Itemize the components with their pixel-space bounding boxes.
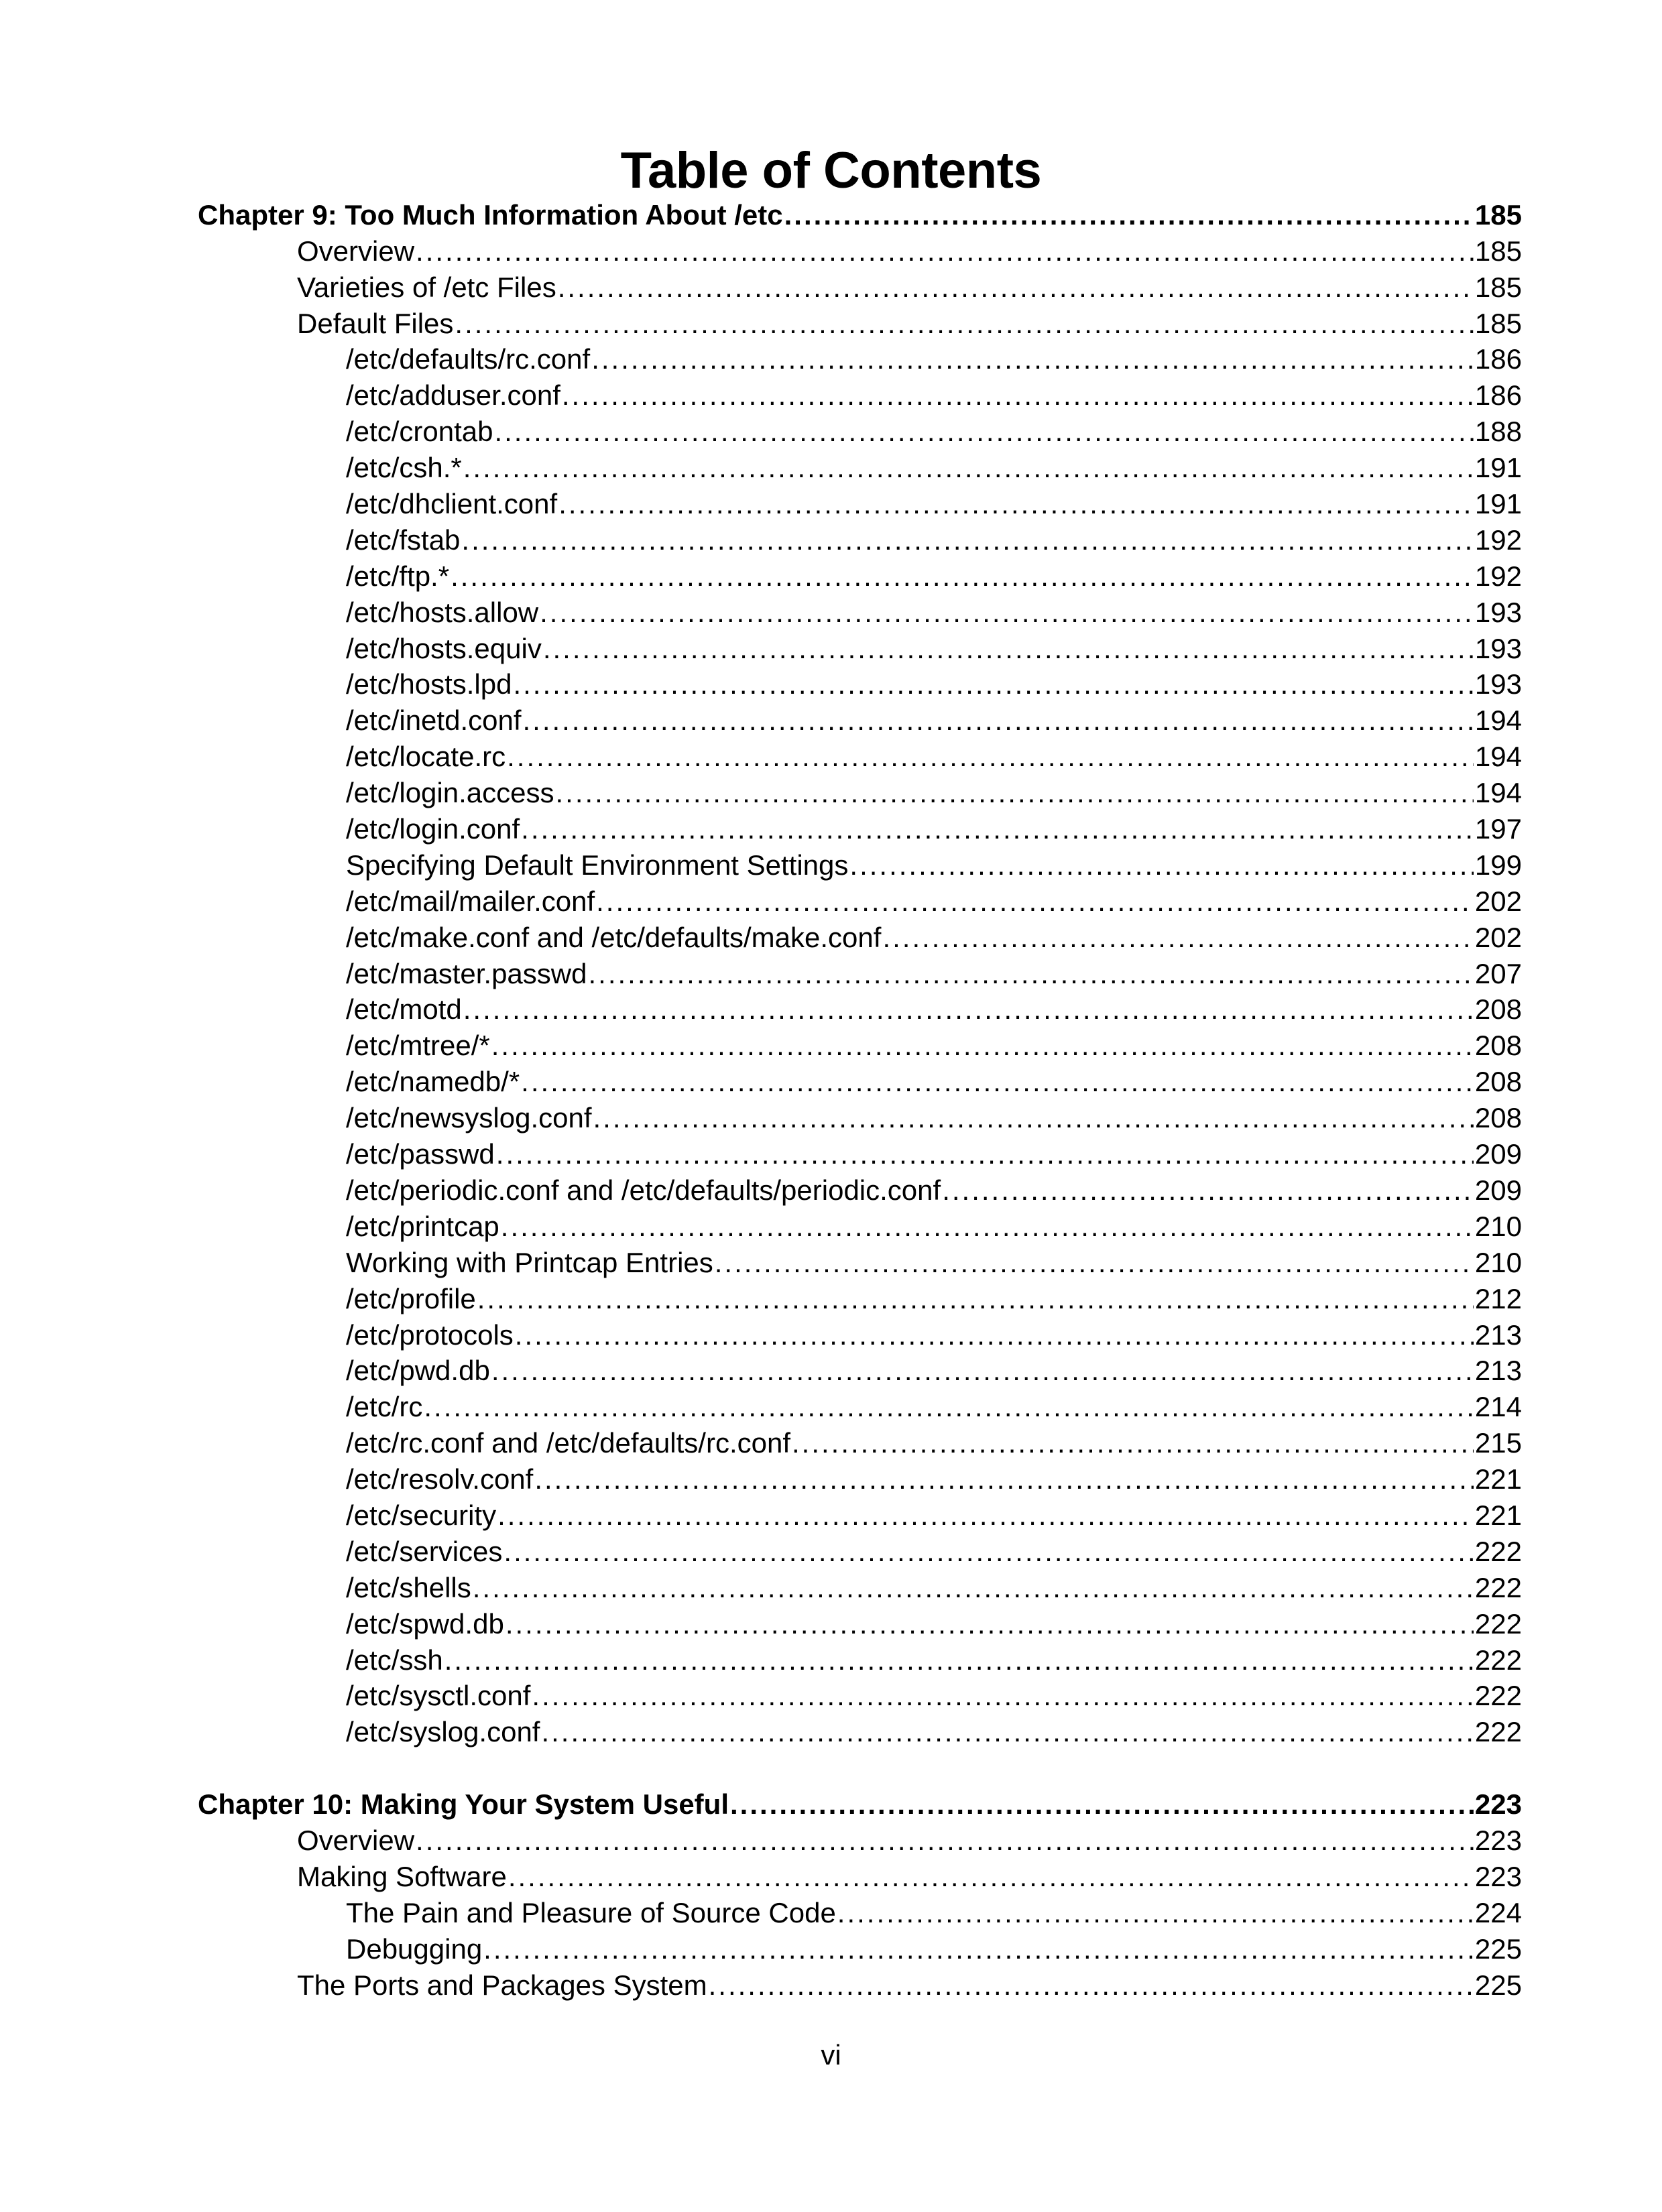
toc-entry-label: The Pain and Pleasure of Source Code [346,1896,836,1928]
toc-entry[interactable] [198,881,1522,917]
toc-entry-label: /etc/protocols [346,1318,514,1351]
toc-entry[interactable] [198,483,1522,519]
toc-entry-page: 222 [1474,1716,1522,1748]
toc-entry[interactable] [198,1422,1522,1459]
dot-leader [508,1861,1474,1892]
toc-entry[interactable] [198,736,1522,772]
dot-leader [424,1392,1474,1422]
toc-entry[interactable] [198,1495,1522,1531]
toc-entry-page: 194 [1474,741,1522,773]
dot-leader [473,1573,1474,1603]
toc-entry-page: 221 [1474,1499,1522,1531]
toc-entry[interactable] [198,1133,1522,1170]
dot-leader [558,489,1474,519]
toc-entry-page: 213 [1474,1318,1522,1351]
toc-entry-page: 224 [1474,1896,1522,1928]
dot-leader [451,561,1474,592]
dot-leader [416,236,1474,267]
toc-entry-label: Specifying Default Environment Settings [346,849,849,881]
toc-entry-label: /etc/motd [346,993,462,1026]
toc-entry-page: 209 [1474,1174,1522,1206]
toc-entry-page: 197 [1474,813,1522,845]
toc-entry[interactable] [198,772,1522,808]
dot-leader [521,814,1474,845]
dot-leader [523,705,1474,736]
page-number: vi [821,2039,841,2071]
toc-entry[interactable] [198,556,1522,592]
toc-entry-page: 225 [1474,1969,1522,2001]
dot-leader [444,1645,1474,1676]
toc-entry[interactable] [198,989,1522,1026]
toc-entry-page: 188 [1474,416,1522,448]
toc-entry[interactable] [198,953,1522,989]
dot-leader [709,1970,1474,2001]
toc-entry-page: 223 [1474,1825,1522,1857]
toc-entry[interactable] [198,339,1522,375]
toc-entry-page: 221 [1474,1463,1522,1495]
toc-entry-label: Working with Printcap Entries [346,1246,713,1278]
dot-leader [541,1717,1473,1747]
toc-entry-page: 223 [1474,1788,1522,1821]
toc-entry[interactable] [198,1567,1522,1603]
toc-entry-label: /etc/sysctl.conf [346,1680,531,1712]
toc-entry-label: /etc/make.conf and /etc/defaults/make.conf [346,921,882,953]
toc-entry-page: 208 [1474,993,1522,1026]
toc-entry[interactable] [198,1351,1522,1387]
toc-entry[interactable] [198,628,1522,664]
toc-entry-page: 192 [1474,524,1522,556]
toc-entry-label: /etc/security [346,1499,497,1531]
toc-entry-label: /etc/spwd.db [346,1607,504,1640]
dot-leader [483,1934,1474,1965]
toc-entry-label: /etc/periodic.conf and /etc/defaults/periodic.conf [346,1174,941,1206]
toc-entry-label: /etc/csh.* [346,452,462,484]
dot-leader [503,1536,1474,1567]
toc-entry[interactable] [198,1711,1522,1747]
dot-leader [463,452,1474,483]
toc-entry-label: /etc/hosts.lpd [346,668,512,700]
toc-entry-page: 222 [1474,1680,1522,1712]
toc-entry-page: 222 [1474,1644,1522,1676]
toc-entry-page: 192 [1474,560,1522,592]
toc-entry-page: 185 [1474,235,1522,267]
toc-entry[interactable] [198,231,1522,267]
toc-entry[interactable] [198,1603,1522,1640]
dot-leader [543,633,1474,664]
toc-entry-label: Chapter 10: Making Your System Useful [198,1788,729,1821]
toc-entry-label: /etc/ftp.* [346,560,450,592]
toc-entry-page: 202 [1474,885,1522,917]
toc-entry-label: /etc/mtree/* [346,1030,490,1062]
chapter-gap [198,1747,1522,1784]
toc-entry[interactable] [198,1892,1522,1928]
toc-entry-label: /etc/resolv.conf [346,1463,534,1495]
toc-entry-label: The Ports and Packages System [297,1969,707,2001]
toc-entry-page: 194 [1474,777,1522,809]
toc-entry-label: /etc/hosts.equiv [346,632,542,664]
toc-entry-page: 193 [1474,596,1522,628]
toc-entry-page: 213 [1474,1355,1522,1387]
toc-entry-label: /etc/profile [346,1282,476,1314]
toc-entry[interactable] [198,303,1522,339]
dot-leader [491,1355,1474,1386]
dot-leader [534,1464,1474,1495]
toc-entry-page: 214 [1474,1391,1522,1423]
dot-leader [477,1284,1474,1314]
toc-entry-label: /etc/inetd.conf [346,704,522,737]
dot-leader [591,344,1474,375]
dot-leader [497,1500,1474,1531]
dot-leader [588,959,1473,989]
toc-entry-page: 208 [1474,1066,1522,1098]
toc-entry-page: 199 [1474,849,1522,881]
toc-entry[interactable] [198,700,1522,736]
toc-chapter-entry[interactable] [198,1784,1522,1820]
dot-leader [506,1609,1474,1640]
toc-entry[interactable] [198,1459,1522,1495]
toc-entry-label: /etc/defaults/rc.conf [346,343,591,375]
toc-entry-page: 193 [1474,668,1522,700]
toc-entry-page: 185 [1474,307,1522,339]
toc-entry[interactable] [198,411,1522,447]
toc-entry-label: /etc/newsyslog.conf [346,1102,592,1134]
toc-entry-page: 194 [1474,704,1522,737]
toc-entry-label: /etc/printcap [346,1210,499,1242]
toc-entry[interactable] [198,1386,1522,1422]
toc-entry-label: /etc/crontab [346,416,493,448]
dot-leader [416,1825,1474,1856]
dot-leader [521,1066,1474,1097]
dot-leader [596,886,1474,917]
toc-entry-page: 222 [1474,1535,1522,1567]
toc-entry[interactable] [198,447,1522,483]
dot-leader [455,308,1474,339]
toc-entry-label: /etc/hosts.allow [346,596,539,628]
dot-leader [792,1428,1474,1459]
dot-leader [715,1247,1474,1278]
toc-entry-label: /etc/pwd.db [346,1355,490,1387]
toc-entry-page: 191 [1474,488,1522,520]
dot-leader [556,778,1474,808]
toc-entry-page: 222 [1474,1571,1522,1603]
dot-leader [463,994,1474,1025]
toc-entry-label: Varieties of /etc Files [297,271,556,303]
toc-entry-label: /etc/ssh [346,1644,443,1676]
toc-entry-page: 212 [1474,1282,1522,1314]
toc-entry-page: 215 [1474,1427,1522,1459]
toc-entry[interactable] [198,917,1522,953]
toc-entry[interactable] [198,1820,1522,1856]
toc-entry[interactable] [198,1170,1522,1206]
toc-entry[interactable] [198,267,1522,303]
dot-leader [494,416,1473,447]
toc-entry-label: Default Files [297,307,454,339]
dot-leader [513,669,1473,700]
toc-entry[interactable] [198,592,1522,628]
toc-entry-page: 186 [1474,379,1522,412]
dot-leader [540,597,1474,628]
toc-entry[interactable] [198,1676,1522,1712]
toc-entry[interactable] [198,1640,1522,1676]
toc-entry-page: 185 [1474,271,1522,303]
toc-entry-label: /etc/mail/mailer.conf [346,885,595,917]
toc-chapter-entry[interactable] [198,194,1522,231]
toc-entry-label: Debugging [346,1932,483,1965]
toc-entry[interactable] [198,1856,1522,1892]
dot-leader [507,741,1474,772]
toc-entry[interactable] [198,375,1522,411]
toc-entry-label: /etc/adduser.conf [346,379,560,412]
toc-entry[interactable] [198,1278,1522,1314]
toc-entry-page: 191 [1474,452,1522,484]
toc-entry[interactable] [198,1314,1522,1351]
toc-entry-page: 208 [1474,1102,1522,1134]
toc-entry-page: 225 [1474,1932,1522,1965]
toc-entry-page: 210 [1474,1246,1522,1278]
toc-entry[interactable] [198,1097,1522,1133]
toc-entry-label: /etc/syslog.conf [346,1716,540,1748]
table-of-contents [198,194,1522,2001]
dot-leader [730,1789,1474,1820]
dot-leader [532,1680,1474,1711]
toc-entry-label: /etc/services [346,1535,503,1567]
toc-entry[interactable] [198,1965,1522,2001]
toc-entry[interactable] [198,1531,1522,1567]
toc-entry-label: /etc/namedb/* [346,1066,520,1098]
dot-leader [496,1139,1474,1170]
toc-entry-page: 186 [1474,343,1522,375]
toc-entry-label: /etc/rc [346,1391,423,1423]
toc-entry[interactable] [198,1025,1522,1061]
dot-leader [593,1103,1474,1133]
toc-entry-label: /etc/login.access [346,777,554,809]
toc-entry-label: /etc/passwd [346,1138,495,1170]
dot-leader [491,1030,1474,1061]
toc-entry-label: /etc/master.passwd [346,957,587,989]
toc-entry-label: /etc/fstab [346,524,461,556]
toc-entry-label: /etc/locate.rc [346,741,506,773]
toc-entry[interactable] [198,845,1522,881]
toc-entry-label: /etc/login.conf [346,813,520,845]
toc-entry-page: 202 [1474,921,1522,953]
dot-leader [515,1320,1474,1351]
dot-leader [562,380,1474,411]
toc-entry[interactable] [198,1206,1522,1242]
toc-entry-label: Chapter 9: Too Much Information About /etc [198,198,783,231]
dot-leader [501,1211,1474,1242]
toc-entry[interactable] [198,1061,1522,1097]
dot-leader [849,850,1474,881]
dot-leader [558,272,1474,303]
toc-entry-label: /etc/rc.conf and /etc/defaults/rc.conf [346,1427,790,1459]
dot-leader [882,922,1473,953]
page-title: Table of Contents [620,141,1042,199]
toc-entry[interactable] [198,808,1522,845]
toc-entry[interactable] [198,519,1522,556]
toc-entry-page: 209 [1474,1138,1522,1170]
toc-entry-page: 210 [1474,1210,1522,1242]
dot-leader [461,525,1474,556]
toc-entry-label: Overview [297,235,415,267]
toc-entry[interactable] [198,1928,1522,1965]
toc-entry[interactable] [198,664,1522,700]
toc-entry-page: 207 [1474,957,1522,989]
toc-entry-label: Overview [297,1825,415,1857]
toc-entry-label: /etc/dhclient.conf [346,488,558,520]
toc-entry-label: /etc/shells [346,1571,471,1603]
dot-leader [837,1898,1474,1928]
toc-entry-page: 222 [1474,1607,1522,1640]
toc-entry-page: 193 [1474,632,1522,664]
toc-entry-page: 223 [1474,1860,1522,1892]
toc-entry[interactable] [198,1242,1522,1278]
dot-leader [942,1175,1474,1206]
toc-entry-page: 185 [1474,198,1522,231]
toc-entry-page: 208 [1474,1030,1522,1062]
toc-entry-label: Making Software [297,1860,507,1892]
dot-leader [784,200,1474,231]
